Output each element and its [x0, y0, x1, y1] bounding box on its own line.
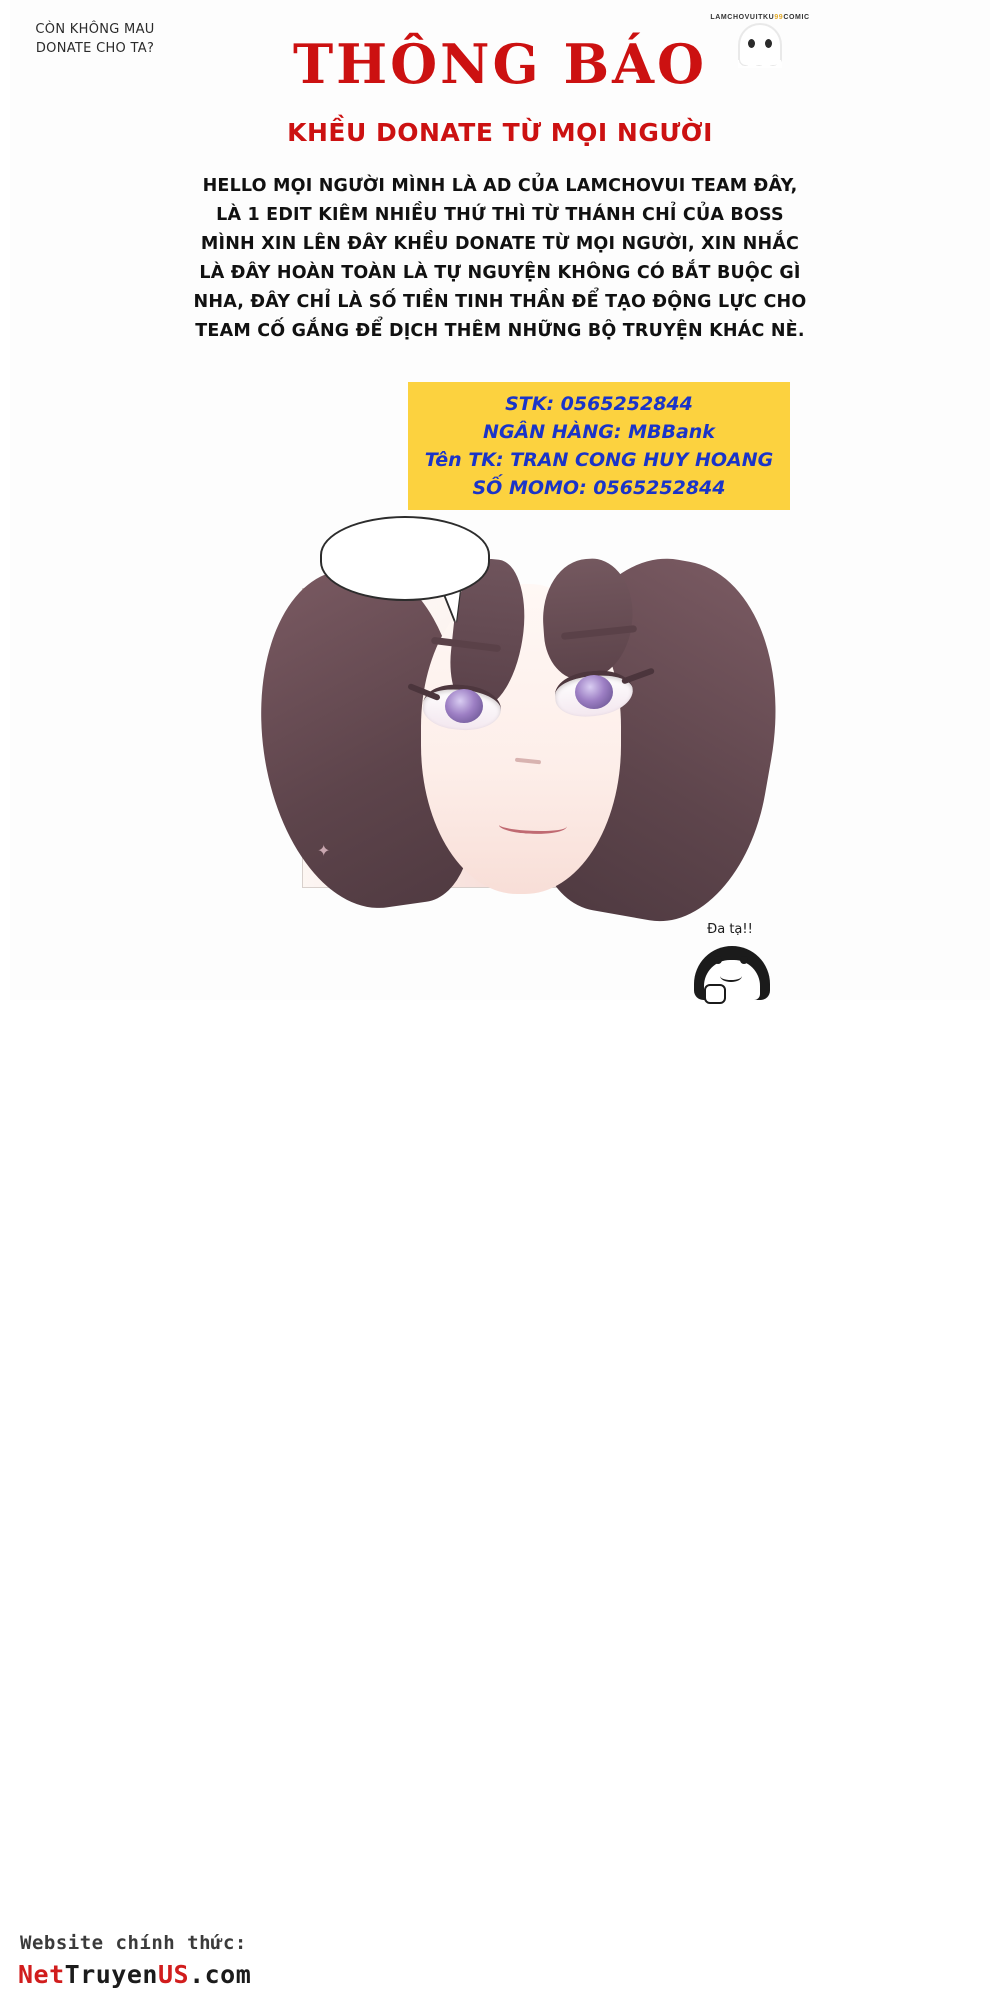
site-com: .com [189, 1960, 252, 1989]
iris-left [445, 689, 483, 723]
footer [0, 960, 1000, 1989]
announcement-sheet [10, 0, 990, 1000]
manga-panel [302, 588, 714, 888]
bank-info-box [408, 382, 790, 510]
iris-right [575, 675, 613, 709]
team-logo-text [710, 14, 810, 21]
speech-bubble-text [10, 20, 180, 58]
left-gutter [0, 0, 10, 1000]
announcement-paragraph: HELLO MỌI NGƯỜI MÌNH LÀ AD CỦA LAMCHOVUI TEAM ĐÂY, LÀ 1 EDIT KIÊM NHIỀU THỨ THÌ TỪ THÁNH CHỈ CỦA BOSS MÌNH XIN LÊN ĐÂY KHỀU DONATE TỪ MỌI NGƯỜI, XIN NHẮC LÀ ĐÂY HOÀN TOÀN LÀ TỰ NGUYỆN KHÔNG CÓ BẮT BUỘC GÌ NHA, ĐÂY CHỈ LÀ SỐ TIỀN TINH THẦN ĐỂ TẠO ĐỘNG LỰC CHO TEAM CỐ GẮNG ĐỂ DỊCH THÊM NHỮNG BỘ TRUYỆN KHÁC NÈ. [193, 176, 807, 341]
speech-bubble-line-2: DONATE CHO TA? [35, 41, 155, 56]
bank-line-bank: NGÂN HÀNG: MBBank [483, 421, 715, 443]
bank-line-momo: SỐ MOMO: 0565252844 [472, 477, 726, 499]
speech-bubble-line-1: CÒN KHÔNG MAU [35, 22, 155, 37]
site-truyen: Truyen [64, 1960, 158, 1989]
bank-line-account-name: Tên TK: TRAN CONG HUY HOANG [424, 449, 774, 471]
team-logo-tail: COMIC [783, 14, 810, 21]
footer-label: Website chính thức: [20, 1932, 247, 1954]
page-title: THÔNG BÁO [292, 32, 708, 96]
right-gutter [990, 0, 1000, 1000]
team-logo-accent: 99 [774, 14, 784, 21]
team-logo-main: LAMCHOVUITKU [710, 14, 775, 21]
blush-mark: ✦ [317, 843, 331, 860]
thanks-text: Đa tạ!! [707, 922, 753, 937]
speech-bubble [320, 516, 490, 601]
bank-line-stk: STK: 0565252844 [505, 393, 693, 415]
page-subtitle: KHỀU DONATE TỪ MỌI NGƯỜI [287, 118, 713, 147]
site-net: Net [18, 1960, 65, 1989]
footer-site[interactable] [18, 1960, 251, 1989]
site-us: US [157, 1960, 190, 1989]
